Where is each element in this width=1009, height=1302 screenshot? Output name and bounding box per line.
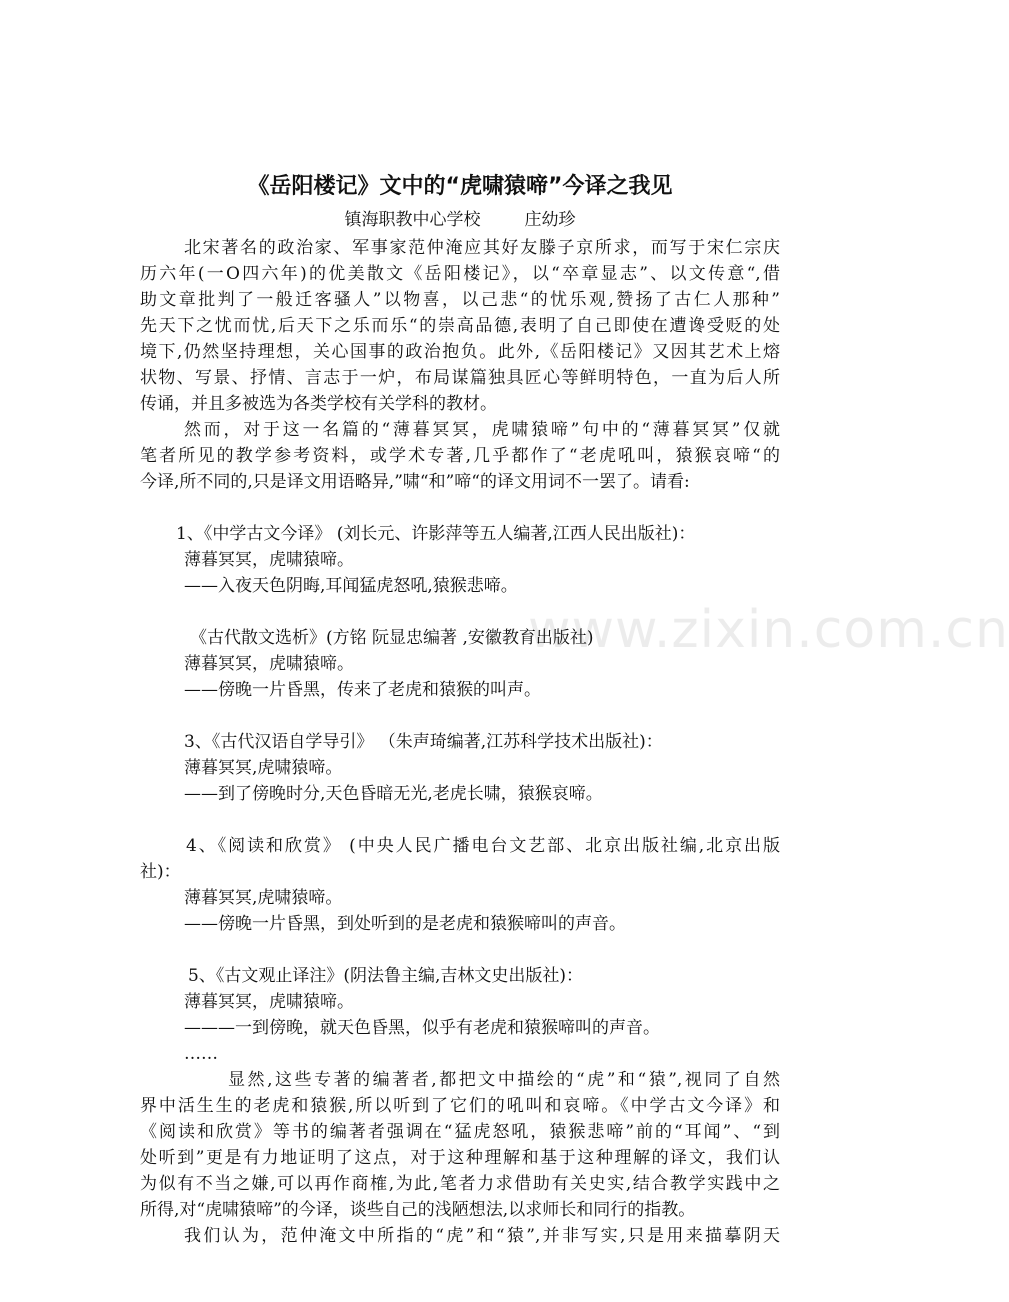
body-line: 界中活生生的老虎和猿猴,所以听到了它们的吼叫和哀啼。《中学古文今译》和 [140,1096,780,1116]
body-line: 今译,所不同的,只是译文用语略异,”啸“和”啼“的译文用词不一罢了。请看: [140,472,690,492]
body-line: 为似有不当之嫌,可以再作商榷,为此,笔者力求借助有关史实,结合教学实践中之 [140,1174,780,1194]
body-line: 助文章批判了一般迁客骚人”以物喜，以己悲“的忧乐观,赞扬了古仁人那种” [140,290,780,310]
quote-line: 薄暮冥冥,虎啸猿啼。 [184,758,343,778]
body-line: 我们认为，范仲淹文中所指的“虎”和“猿”,并非写实,只是用来描摹阴天 [184,1226,780,1246]
translation-line: ——傍晚一片昏黑，到处听到的是老虎和猿猴啼叫的声音。 [184,914,626,934]
body-line: 所得,对“虎啸猿啼”的今译，谈些自己的浅陋想法,以求师长和同行的指教。 [140,1200,696,1220]
citation-source: 1、《中学古文今译》 (刘长元、许影萍等五人编著,江西人民出版社)： [176,524,696,544]
translation-line: ——到了傍晚时分,天色昏暗无光,老虎长啸，猿猴哀啼。 [184,784,603,804]
watermark-text: www.zixin.com.cn [528,600,1009,660]
citation-source: 《古代散文选析》(方铭 阮显忠编著 ,安徽教育出版社) [190,628,594,648]
citation-source: 5、《古文观止译注》(阴法鲁主编,吉林文史出版社)： [188,966,583,986]
citation-source: 4、《阅读和欣赏》 (中央人民广播电台文艺部、北京出版社编,北京出版 [186,836,780,856]
article-title: 《岳阳楼记》文中的“虎啸猿啼”今译之我见 [247,174,673,199]
quote-line: 薄暮冥冥，虎啸猿啼。 [184,550,354,570]
body-line: 笔者所见的教学参考资料，或学术专著,几乎都作了“老虎吼叫，猿猴哀啼“的 [140,446,780,466]
author-name: 庄幼珍 [524,210,576,230]
body-line: 处听到”更是有力地证明了这点，对于这种理解和基于这种理解的译文，我们认 [140,1148,780,1168]
author-line [0,208,920,233]
translation-line: ——傍晚一片昏黑，传来了老虎和猿猴的叫声。 [184,680,541,700]
body-line: 状物、写景、抒情、言志于一炉，布局谋篇独具匠心等鲜明特色，一直为后人所 [140,368,780,388]
body-line: 传诵，并且多被选为各类学校有关学科的教材。 [140,394,497,414]
quote-line: 薄暮冥冥，虎啸猿啼。 [184,992,354,1012]
citation-source: 社)： [140,862,181,882]
translation-line: ——入夜天色阴晦,耳闻猛虎怒吼,猿猴悲啼。 [184,576,518,596]
body-line: 北宋著名的政治家、军事家范仲淹应其好友滕子京所求，而写于宋仁宗庆 [184,238,780,258]
author-school: 镇海职教中心学校 [344,210,481,230]
quote-line: 薄暮冥冥,虎啸猿啼。 [184,888,343,908]
citation-source: 3、《古代汉语自学导引》 （朱声琦编著,江苏科学技术出版社)： [184,732,663,752]
body-line: 先天下之忧而忧,后天下之乐而乐“的崇高品德,表明了自己即使在遭谗受贬的处 [140,316,780,336]
body-line: 《阅读和欣赏》等书的编著者强调在“猛虎怒吼，猿猴悲啼”前的“耳闻”、“到 [140,1122,781,1142]
body-line: 境下,仍然坚持理想，关心国事的政治抱负。此外,《岳阳楼记》又因其艺术上熔 [140,342,780,362]
body-line: 显然,这些专著的编著者,都把文中描绘的“虎”和“猿”,视同了自然 [228,1070,780,1090]
ellipsis-line: …… [184,1044,218,1064]
quote-line: 薄暮冥冥，虎啸猿啼。 [184,654,354,674]
body-line: 历六年(一O四六年)的优美散文《岳阳楼记》，以“卒章显志”、以文传意“,借 [140,264,780,284]
translation-line: ———一到傍晚，就天色昏黑，似乎有老虎和猿猴啼叫的声音。 [184,1018,660,1038]
body-line: 然而，对于这一名篇的“薄暮冥冥，虎啸猿啼”句中的“薄暮冥冥”仅就 [184,420,780,440]
